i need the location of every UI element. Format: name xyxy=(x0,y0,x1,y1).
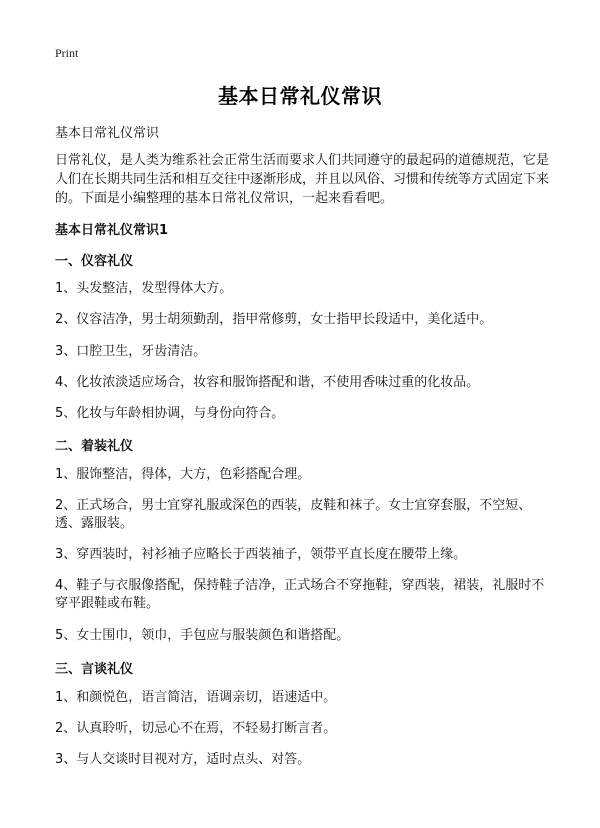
list-item: 3、口腔卫生，牙齿清洁。 xyxy=(55,344,207,359)
list-item: 1、头发整洁，发型得体大方。 xyxy=(55,281,233,296)
list-item: 2、仪容洁净，男士胡须勤刮，指甲常修剪，女士指甲长段适中，美化适中。 xyxy=(55,312,493,327)
list-item: 3、与人交谈时目视对方，适时点头、对答。 xyxy=(55,752,311,767)
list-item: 1、服饰整洁，得体，大方，色彩搭配合理。 xyxy=(55,467,311,482)
list-item: 3、穿西装时，衬衫袖子应略长于西装袖子，领带平直长度在腰带上缘。 xyxy=(55,547,467,562)
list-item: 4、化妆浓淡适应场合，妆容和服饰搭配和谐，不使用香味过重的化妆品。 xyxy=(55,375,480,390)
section-heading-speech: 三、言谈礼仪 xyxy=(55,662,134,677)
article-heading: 基本日常礼仪常识1 xyxy=(55,223,169,238)
list-item: 2、认真聆听，切忌心不在焉，不轻易打断言者。 xyxy=(55,721,337,736)
section-heading-attire: 二、着装礼仪 xyxy=(55,439,134,454)
list-item: 1、和颜悦色，语言简洁，语调亲切，语速适中。 xyxy=(55,690,337,705)
section-heading-appearance: 一、仪容礼仪 xyxy=(55,254,134,269)
list-item: 5、化妆与年龄相协调，与身份向符合。 xyxy=(55,406,285,421)
list-item: 2、正式场合，男士宜穿礼服或深色的西装，皮鞋和袜子。女士宜穿套服，不空短、透、露服装。 xyxy=(55,498,532,531)
page-title: 基本日常礼仪常识 xyxy=(218,84,382,108)
list-item: 4、鞋子与衣服像搭配，保持鞋子洁净，正式场合不穿拖鞋，穿西装，裙装，礼服时不穿平跟鞋或布鞋。 xyxy=(55,578,545,611)
subtitle: 基本日常礼仪常识 xyxy=(55,126,160,141)
list-item: 5、女士围巾，领巾，手包应与服装颜色和谐搭配。 xyxy=(55,628,350,643)
print-link[interactable]: Print xyxy=(55,46,79,60)
intro-paragraph: 日常礼仪，是人类为维系社会正常生活而要求人们共同遵守的最起码的道德规范，它是人们在长期共同生活和相互交往中逐渐形成，并且以风俗、习惯和传统等方式固定下来的。下面是小编整理的基本日常礼仪常识，一起来看看吧。 xyxy=(55,153,550,206)
